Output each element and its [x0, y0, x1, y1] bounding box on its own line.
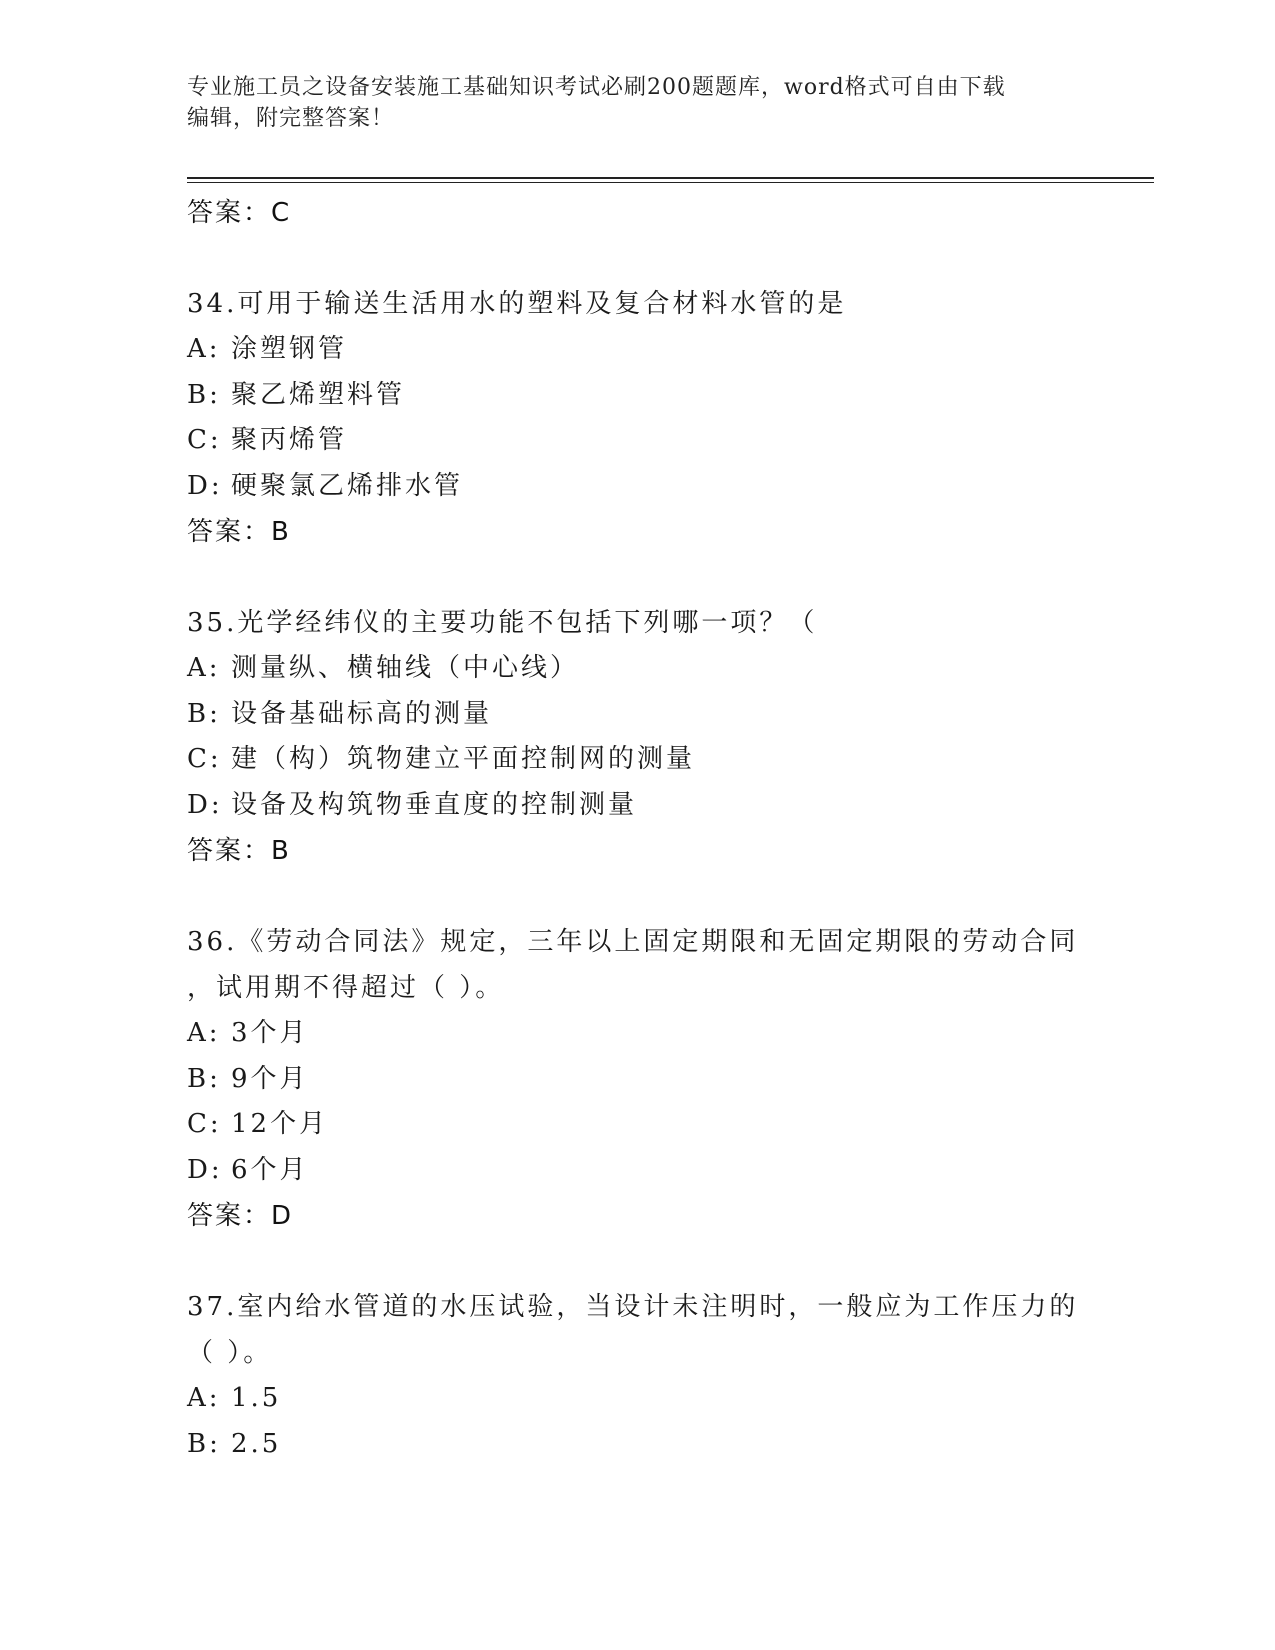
option-text: 硬聚氯乙烯排水管 [231, 470, 464, 501]
option-d [187, 783, 1087, 829]
option-letter: D: [187, 1154, 223, 1185]
header-line-1: 专业施工员之设备安装施工基础知识考试必刷200题题库，word格式可自由下载 [187, 75, 1006, 100]
option-letter: A: [187, 1383, 221, 1413]
answer-label: 答案：B [187, 517, 291, 547]
option-text: 1.5 [231, 1383, 282, 1413]
question-text-continued: ，试用期不得超过（ ）。 [187, 973, 505, 1003]
option-b [187, 692, 1087, 738]
option-text: 2.5 [231, 1428, 282, 1459]
option-b [187, 373, 1087, 419]
option-text: 测量纵、横轴线（中心线） [231, 653, 580, 683]
option-text: 建（构）筑物建立平面控制网的测量 [231, 744, 696, 774]
option-letter: B: [187, 698, 221, 729]
header-divider-thin [187, 182, 1154, 183]
question-block [187, 1284, 1087, 1467]
option-letter: C: [187, 425, 222, 455]
option-letter: B: [187, 1428, 221, 1459]
question-list [187, 190, 1087, 1467]
question-text-continued: （ ）。 [187, 1338, 273, 1368]
option-text: 6个月 [231, 1154, 309, 1185]
option-c [187, 737, 1087, 783]
option-letter: C: [187, 744, 222, 774]
question-block [187, 281, 1087, 555]
question-text: 37.室内给水管道的水压试验，当设计未注明时，一般应为工作压力的 [187, 1292, 1079, 1322]
option-letter: A: [187, 653, 221, 683]
question-text: 34.可用于输送生活用水的塑料及复合材料水管的是 [187, 289, 847, 319]
option-text: 设备基础标高的测量 [231, 698, 493, 729]
answer-label: 答案：D [187, 1201, 294, 1231]
option-d [187, 464, 1087, 510]
question-block [187, 600, 1087, 874]
option-a [187, 1376, 1087, 1422]
option-text: 聚乙烯塑料管 [231, 379, 406, 410]
option-letter: B: [187, 379, 221, 410]
answer-label: 答案：B [187, 836, 291, 866]
option-b [187, 1057, 1087, 1103]
option-letter: D: [187, 789, 223, 820]
question-text: 36.《劳动合同法》规定，三年以上固定期限和无固定期限的劳动合同 [187, 927, 1079, 957]
header-line-2: 编辑，附完整答案！ [187, 106, 395, 131]
option-b [187, 1422, 1087, 1468]
option-letter: A: [187, 334, 221, 364]
option-text: 聚丙烯管 [231, 425, 348, 455]
option-a [187, 1011, 1087, 1057]
option-text: 设备及构筑物垂直度的控制测量 [231, 789, 638, 820]
option-a [187, 646, 1087, 692]
answer-label: 答案：C [187, 198, 292, 228]
option-letter: D: [187, 470, 223, 501]
option-letter: C: [187, 1109, 222, 1139]
option-d [187, 1148, 1087, 1194]
option-a [187, 327, 1087, 373]
question-block [187, 919, 1087, 1239]
option-letter: B: [187, 1063, 221, 1094]
option-text: 3个月 [231, 1018, 309, 1048]
option-c [187, 418, 1087, 464]
option-text: 12个月 [231, 1109, 329, 1139]
option-text: 9个月 [231, 1063, 309, 1094]
option-letter: A: [187, 1018, 221, 1048]
header-divider [187, 177, 1154, 179]
question-text: 35.光学经纬仪的主要功能不包括下列哪一项？（ [187, 608, 818, 638]
document-header [187, 72, 1067, 134]
option-c [187, 1102, 1087, 1148]
option-text: 涂塑钢管 [231, 334, 348, 364]
